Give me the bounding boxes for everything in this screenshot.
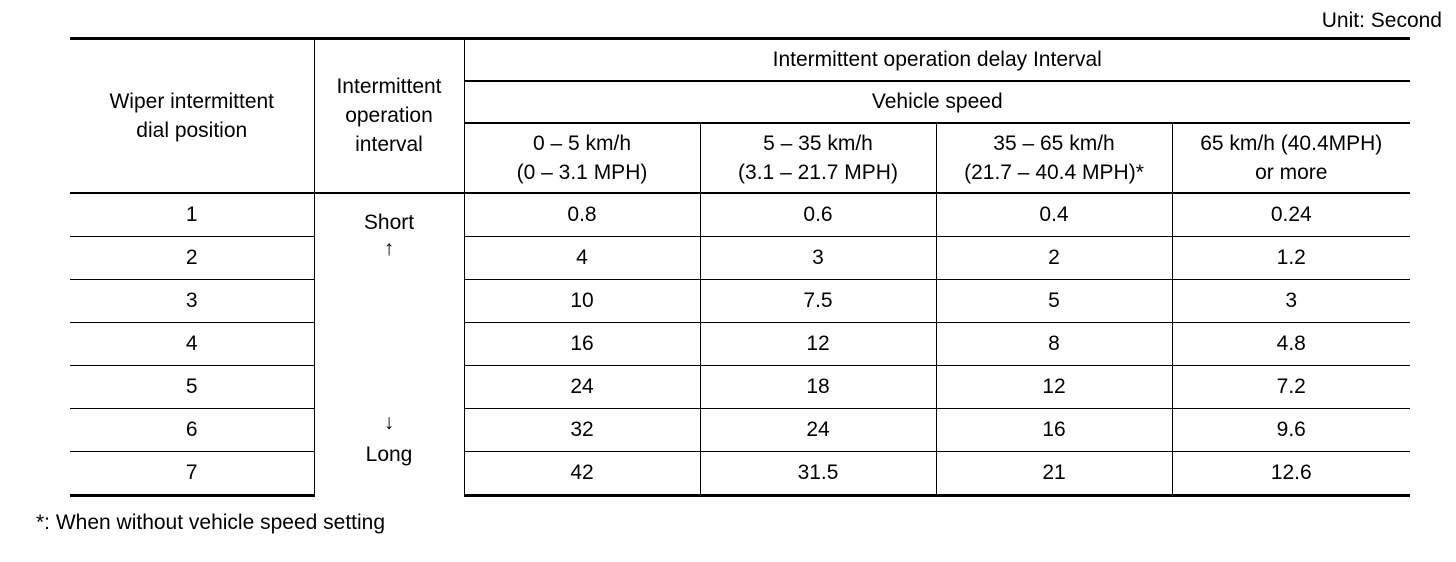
- dial-position-cell: 5: [70, 365, 314, 408]
- value-cell: 4: [464, 236, 700, 279]
- value-cell: 31.5: [700, 451, 936, 495]
- value-cell: 24: [464, 365, 700, 408]
- value-cell: 8: [936, 322, 1172, 365]
- interval-indicator: [314, 193, 464, 496]
- header-speed-col-4-line2: or more: [1255, 160, 1328, 184]
- interval-short-label: Short: [363, 210, 415, 234]
- value-cell: 24: [700, 408, 936, 451]
- header-speed-col-4-line1: 65 km/h (40.4MPH): [1200, 131, 1383, 155]
- value-cell: 4.8: [1172, 322, 1410, 365]
- dial-position-cell: 7: [70, 451, 314, 495]
- header-speed-col-3: [936, 123, 1172, 193]
- value-cell: 2: [936, 236, 1172, 279]
- value-cell: 12.6: [1172, 451, 1410, 495]
- header-speed-col-4: [1172, 123, 1410, 193]
- header-dial-position-line2: dial position: [136, 118, 248, 142]
- header-speed-col-2: [700, 123, 936, 193]
- value-cell: 5: [936, 279, 1172, 322]
- value-cell: 16: [936, 408, 1172, 451]
- header-speed-col-1-line1: 0 – 5 km/h: [532, 131, 632, 155]
- header-interval-line2: operation: [345, 104, 433, 128]
- table-row: [70, 322, 1410, 365]
- header-interval: [314, 39, 464, 193]
- wiper-interval-table: [70, 37, 1410, 497]
- header-interval-line1: Intermittent: [336, 75, 442, 99]
- value-cell: 1.2: [1172, 236, 1410, 279]
- arrow-down-icon: ↓: [383, 410, 395, 434]
- header-speed-col-3-line1: 35 – 65 km/h: [993, 131, 1115, 155]
- dial-position-cell: 1: [70, 193, 314, 237]
- value-cell: 12: [936, 365, 1172, 408]
- table-row: [70, 236, 1410, 279]
- value-cell: 3: [1172, 279, 1410, 322]
- header-dial-position-line1: Wiper intermittent: [109, 89, 275, 113]
- value-cell: 16: [464, 322, 700, 365]
- dial-position-cell: 3: [70, 279, 314, 322]
- header-speed-col-2-line1: 5 – 35 km/h: [763, 131, 873, 155]
- header-speed-col-1: [464, 123, 700, 193]
- value-cell: 32: [464, 408, 700, 451]
- value-cell: 0.4: [936, 193, 1172, 237]
- table-row: [70, 365, 1410, 408]
- table-row: [70, 408, 1410, 451]
- value-cell: 12: [700, 322, 936, 365]
- unit-label: Unit: Second: [1321, 9, 1442, 32]
- value-cell: 9.6: [1172, 408, 1410, 451]
- dial-position-cell: 4: [70, 322, 314, 365]
- table-row: [70, 451, 1410, 495]
- value-cell: 42: [464, 451, 700, 495]
- table-row: [70, 193, 1410, 237]
- header-vehicle-speed: Vehicle speed: [464, 81, 1410, 123]
- value-cell: 10: [464, 279, 700, 322]
- header-speed-col-3-line2: (21.7 – 40.4 MPH)*: [964, 160, 1144, 184]
- value-cell: 3: [700, 236, 936, 279]
- header-delay-group: Intermittent operation delay Interval: [464, 39, 1410, 81]
- header-dial-position: [70, 39, 314, 193]
- value-cell: 18: [700, 365, 936, 408]
- footnote: *: When without vehicle speed setting: [36, 511, 386, 534]
- value-cell: 7.5: [700, 279, 936, 322]
- value-cell: 21: [936, 451, 1172, 495]
- value-cell: 0.24: [1172, 193, 1410, 237]
- header-speed-col-2-line2: (3.1 – 21.7 MPH): [738, 160, 898, 184]
- value-cell: 7.2: [1172, 365, 1410, 408]
- dial-position-cell: 6: [70, 408, 314, 451]
- table-row: [70, 279, 1410, 322]
- value-cell: 0.8: [464, 193, 700, 237]
- interval-long-label: Long: [365, 442, 413, 466]
- arrow-up-icon: ↑: [383, 236, 395, 260]
- header-interval-line3: interval: [355, 133, 423, 157]
- dial-position-cell: 2: [70, 236, 314, 279]
- value-cell: 0.6: [700, 193, 936, 237]
- header-speed-col-1-line2: (0 – 3.1 MPH): [516, 160, 648, 184]
